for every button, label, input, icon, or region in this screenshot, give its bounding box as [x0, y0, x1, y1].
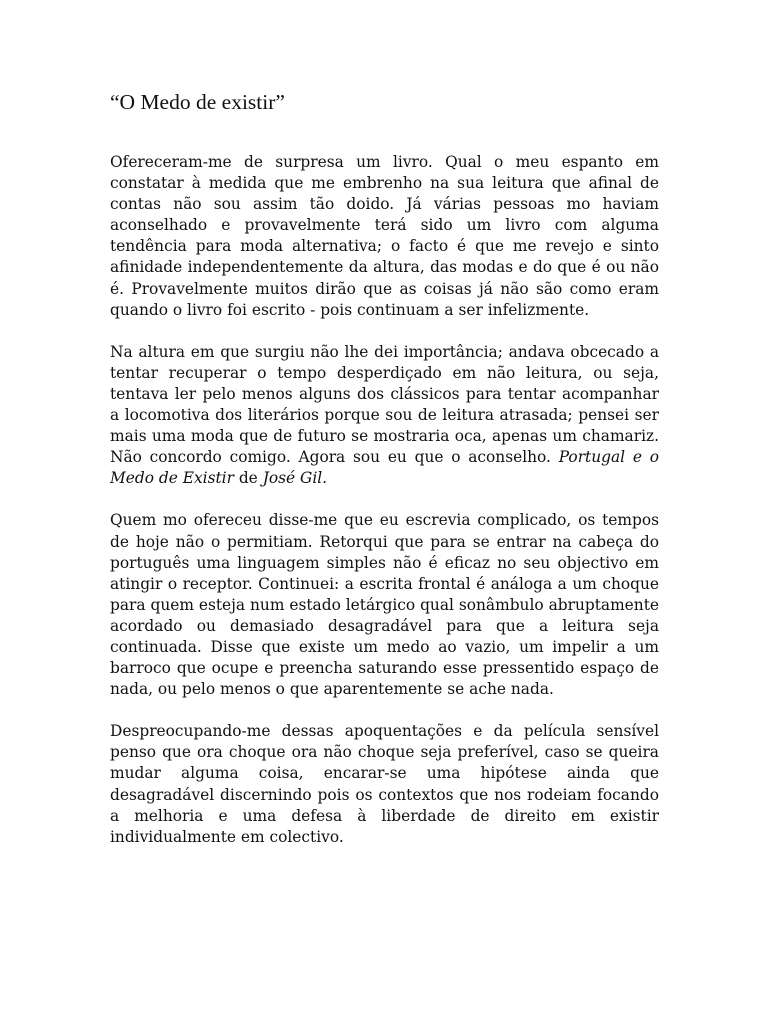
document-page	[110, 88, 659, 869]
paragraph-2	[110, 342, 659, 490]
paragraph-1: Ofereceram-me de surpresa um livro. Qual o meu espanto em constatar à medida que me embrenho na sua leitura que afinal de contas não sou assim tão doido. Já várias pessoas mo haviam aconselhado e provavelmente terá sido um livro com alguma tendência para moda alternativa; o facto é que me revejo e sinto afinidade independentemente da altura, das modas e do que é ou não é. Provavelmente muitos dirão que as coisas já não são como eram quando o livro foi escrito - pois continuam a ser infelizmente.	[110, 153, 659, 319]
book-author: José Gil	[262, 469, 323, 488]
book-title: Portugal e o Medo de Existir	[110, 448, 659, 488]
paragraph-2-end: .	[322, 469, 328, 488]
paragraph-2-text: Na altura em que surgiu não lhe dei importância; andava obcecado a tentar recuperar o tempo desperdiçado em não leitura, ou seja, tentava ler pelo menos alguns dos clássicos para tentar acompanhar a locomotiva dos literários porque sou de leitura atrasada; pensei ser mais uma moda que de futuro se mostraria oca, apenas um chamariz. Não concordo comigo. Agora sou eu que o aconselho.	[110, 342, 659, 467]
paragraph-4: Despreocupando-me dessas apoquentações e da película sensível penso que ora choque ora não choque seja preferível, caso se queira mudar alguma coisa, encarar-se uma hipótese ainda que desagradável discernindo pois os contextos que nos rodeiam focando a melhoria e uma defesa à liberdade de direito em existir individualmente em colectivo.	[110, 722, 659, 846]
document-title: “O Medo de existir”	[110, 90, 285, 114]
paragraph-2-connector: de	[233, 469, 263, 488]
paragraph-3: Quem mo ofereceu disse-me que eu escrevia complicado, os tempos de hoje não o permitiam. Retorqui que para se entrar na cabeça do português uma linguagem simples não é eficaz no seu objectivo em atingir o receptor. Continuei: a escrita frontal é análoga a um choque para quem esteja num estado letárgico qual sonâmbulo abruptamente acordado ou demasiado desagradável para que a leitura seja continuada. Disse que existe um medo ao vazio, um impelir a um barroco que ocupe e preencha saturando esse pressentido espaço de nada, ou pelo menos o que aparentemente se ache nada.	[110, 511, 659, 699]
